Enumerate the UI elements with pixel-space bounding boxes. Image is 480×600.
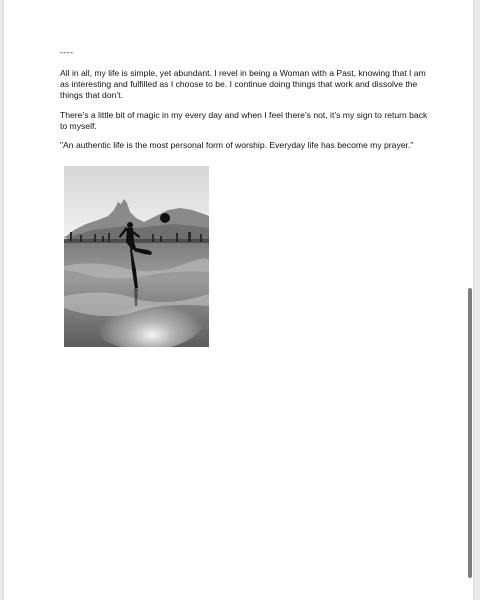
- document-page: [3, 0, 474, 600]
- paragraph-quote: "An authentic life is the most personal form of worship. Everyday life has become my prayer.": [60, 140, 414, 150]
- beach-photo-graphic: [64, 166, 209, 347]
- paragraph-magic: There’s a little bit of magic in my every day and when I feel there’s not, it’s my sign to return back to myself.: [60, 109, 428, 131]
- scrollbar-thumb[interactable]: [468, 288, 472, 578]
- beach-photo: [64, 166, 209, 347]
- paragraph-life-simple: All in all, my life is simple, yet abundant. I revel in being a Woman with a Past, knowing that I am as interesting and fulfilled as I choose to be. I continue doing things that work and dissolve the things that don’t.: [60, 68, 426, 100]
- section-separator: ----: [60, 47, 74, 57]
- document-body: [60, 47, 428, 160]
